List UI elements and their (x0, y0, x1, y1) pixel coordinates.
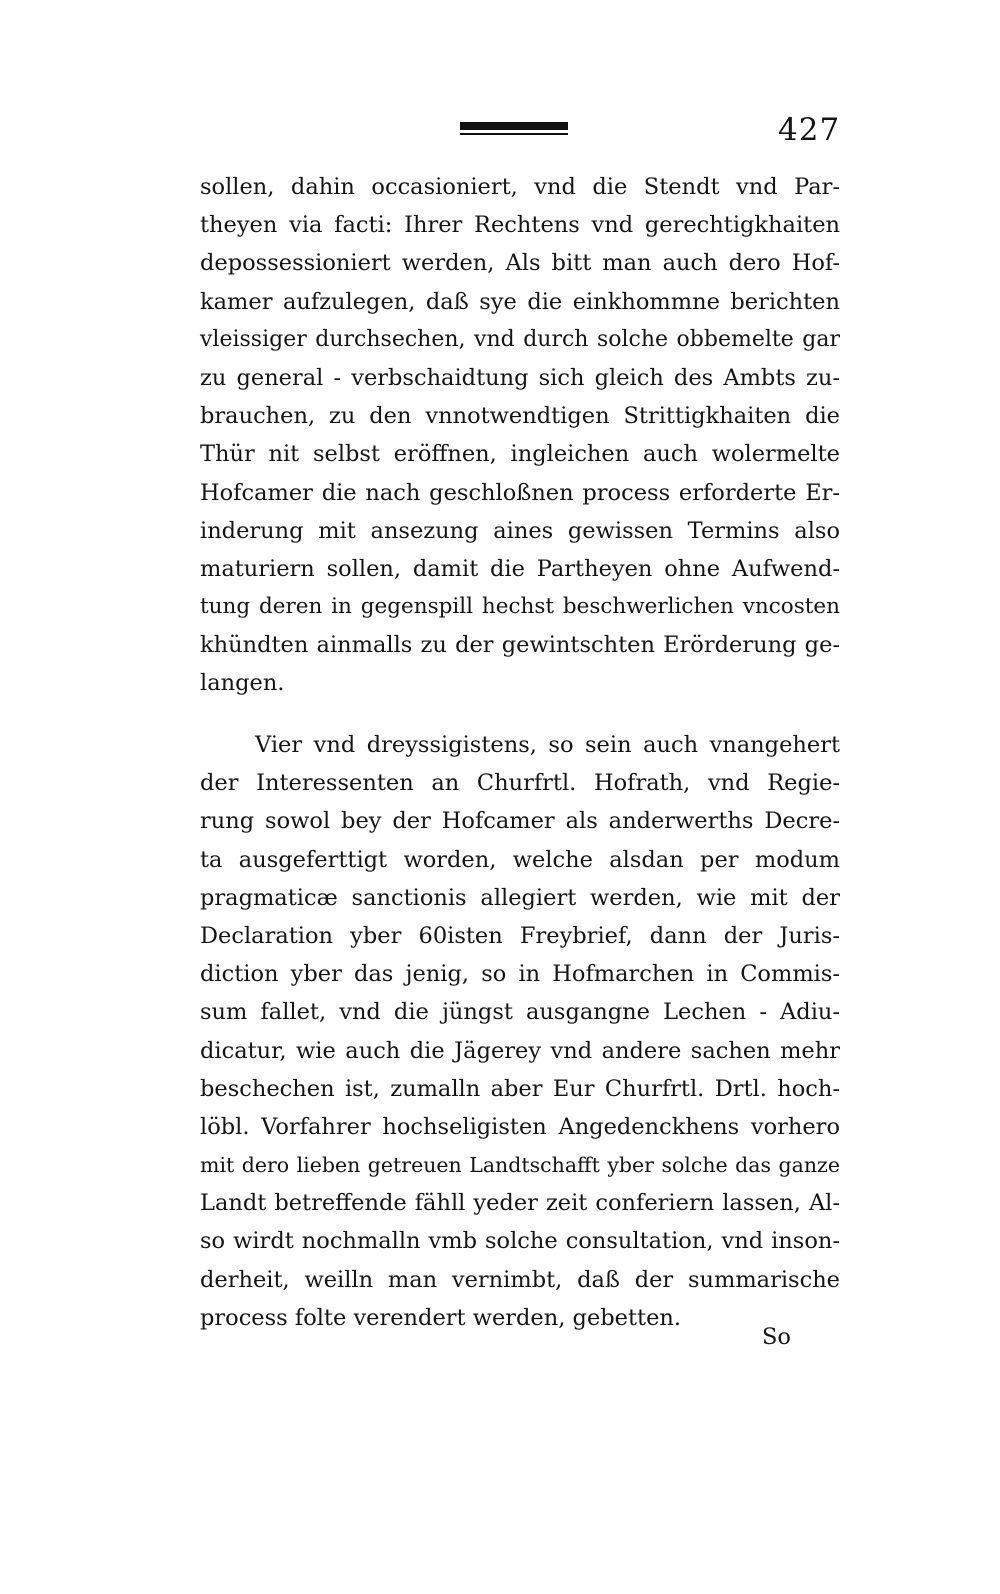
header-rule-thin (460, 133, 568, 135)
header-rule-thick (460, 122, 568, 130)
paragraph-1 (200, 168, 840, 703)
text-line: sollen, dahin occasioniert, vnd die Stendt vnd Par- (200, 174, 840, 200)
text-line: löbl. Vorfahrer hochseligisten Angedenckhens vorhero (200, 1113, 840, 1140)
text-line: so wirdt nochmalln vmb solche consultation, vnd inson- (200, 1228, 840, 1255)
text-line: dicatur, wie auch die Jägerey vnd andere sachen mehr (200, 1037, 840, 1064)
header-ornament-rule (460, 122, 568, 136)
text-line: rung sowol bey der Hofcamer als anderwerths Decre- (200, 808, 840, 835)
text-line: maturiern sollen, damit die Partheyen ohne Aufwend- (200, 555, 840, 582)
text-line: sum fallet, vnd die jüngst ausgangne Lechen - Adiu- (200, 999, 840, 1026)
text-line: depossessioniert werden, Als bitt man auch dero Hof- (200, 250, 840, 277)
paragraph-2 (200, 726, 840, 1337)
text-line: der Interessenten an Churfrtl. Hofrath, vnd Regie- (200, 770, 840, 797)
text-line: Vier vnd dreyssigistens, so sein auch vnangehert (255, 732, 840, 758)
text-line: process folte verendert werden, gebetten. (200, 1304, 682, 1331)
text-line: zu general - verbschaidtung sich gleich des Ambts zu- (200, 364, 840, 391)
text-line: Thür nit selbst eröffnen, ingleichen auch wolermelte (200, 441, 840, 468)
text-line: brauchen, zu den vnnotwendtigen Strittigkhaiten die (200, 403, 840, 430)
text-line: beschechen ist, zumalln aber Eur Churfrtl. Drtl. hoch- (200, 1075, 840, 1102)
text-line: inderung mit ansezung aines gewissen Termins also (200, 517, 840, 544)
text-line: theyen via facti: Ihrer Rechtens vnd gerechtigkhaiten (200, 212, 840, 239)
page-number: 427 (778, 112, 841, 148)
text-line: khündten ainmalls zu der gewintschten Erörderung ge- (200, 632, 840, 659)
text-line: Landt betreffende fähll yeder zeit conferiern lassen, Al- (200, 1190, 840, 1217)
text-line: derheit, weilln man vernimbt, daß der summarische (200, 1266, 840, 1293)
text-line: Declaration yber 60isten Freybrief, dann der Juris- (200, 922, 840, 949)
text-line: ta ausgeferttigt worden, welche alsdan per modum (200, 846, 840, 873)
text-line: tung deren in gegenspill hechst beschwerlichen vncosten (200, 594, 840, 620)
text-line: Hofcamer die nach geschloßnen process erforderte Er- (200, 479, 840, 506)
text-line: vleissiger durchsechen, vnd durch solche obbemelte gar (200, 326, 840, 352)
text-line: diction yber das jenig, so in Hofmarchen in Commis- (200, 961, 840, 988)
text-line: kamer aufzulegen, daß sye die einkhommne berichten (200, 288, 840, 315)
text-line: pragmaticæ sanctionis allegiert werden, wie mit der (200, 884, 840, 911)
text-line: mit dero lieben getreuen Landtschafft yber solche das ganze (200, 1153, 840, 1178)
text-line: langen. (200, 670, 285, 697)
catchword: So (762, 1324, 791, 1350)
